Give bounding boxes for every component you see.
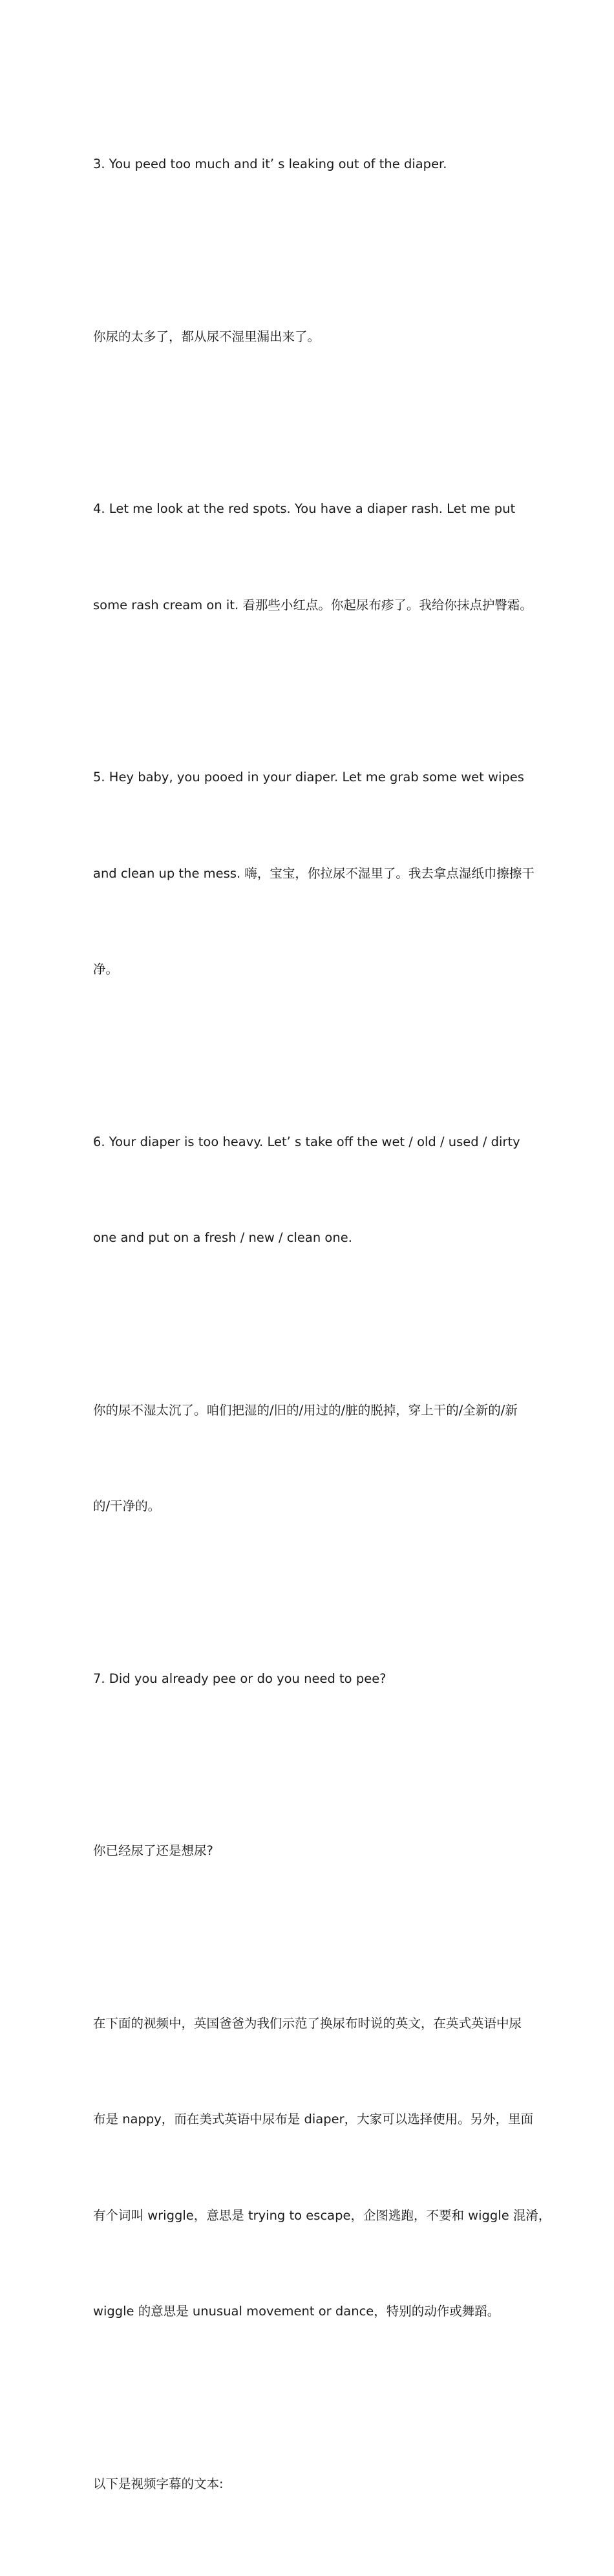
text-line: 你的尿不湿太沉了。咱们把湿的/旧的/用过的/脏的脱掉，穿上干的/全新的/新 — [93, 1402, 518, 1418]
text-line: 净。 — [93, 962, 119, 977]
text-line: 4. Let me look at the red spots. You have a diaper rash. Let me put — [93, 501, 516, 516]
text-line: wiggle 的意思是 unusual movement or dance，特别的动作或舞蹈。 — [93, 2304, 500, 2319]
paragraph-video-intro — [93, 1943, 551, 2392]
paragraph-3-english — [93, 84, 525, 244]
text-line: 3. You peed too much and it’ s leaking out of the diaper. — [93, 157, 447, 171]
text-line: 5. Hey baby, you pooed in your diaper. Let me grab some wet wipes — [93, 770, 524, 785]
paragraph-6-chinese — [93, 1330, 525, 1586]
text-line: 有个词叫 wriggle，意思是 trying to escape，企图逃跑，不要和 wiggle 混淆， — [93, 2207, 551, 2223]
text-line: 你尿的太多了，都从尿不湿里漏出来了。 — [93, 329, 321, 344]
paragraph-3-chinese — [93, 257, 525, 417]
text-line: one and put on a fresh / new / clean one. — [93, 1230, 352, 1245]
text-line: 6. Your diaper is too heavy. Let’ s take off the wet / old / used / dirty — [93, 1134, 520, 1149]
document-page — [93, 84, 551, 2576]
text-line: some rash cream on it. 看那些小红点。你起尿布疹了。我给你抹点护臀霜。 — [93, 597, 533, 612]
text-line: 你已经尿了还是想尿? — [93, 1843, 213, 1858]
paragraph-5 — [93, 697, 535, 1050]
paragraph-6-english — [93, 1062, 525, 1318]
text-line: 7. Did you already pee or do you need to pee? — [93, 1671, 386, 1686]
text-line: 在下面的视频中，英国爸爸为我们示范了换尿布时说的英文，在英式英语中尿 — [93, 2015, 522, 2031]
paragraph-subtitle-intro — [93, 2404, 525, 2564]
text-line: 以下是视频字幕的文本: — [93, 2476, 224, 2491]
paragraph-7-english — [93, 1599, 525, 1759]
text-line: and clean up the mess. 嗨，宝宝，你拉尿不湿里了。我去拿点湿纸巾擦擦干 — [93, 865, 535, 881]
text-line: 布是 nappy，而在美式英语中尿布是 diaper，大家可以选择使用。另外，里面 — [93, 2112, 534, 2127]
paragraph-7-chinese — [93, 1771, 525, 1931]
text-line: 的/干净的。 — [93, 1499, 161, 1513]
paragraph-4 — [93, 429, 533, 685]
